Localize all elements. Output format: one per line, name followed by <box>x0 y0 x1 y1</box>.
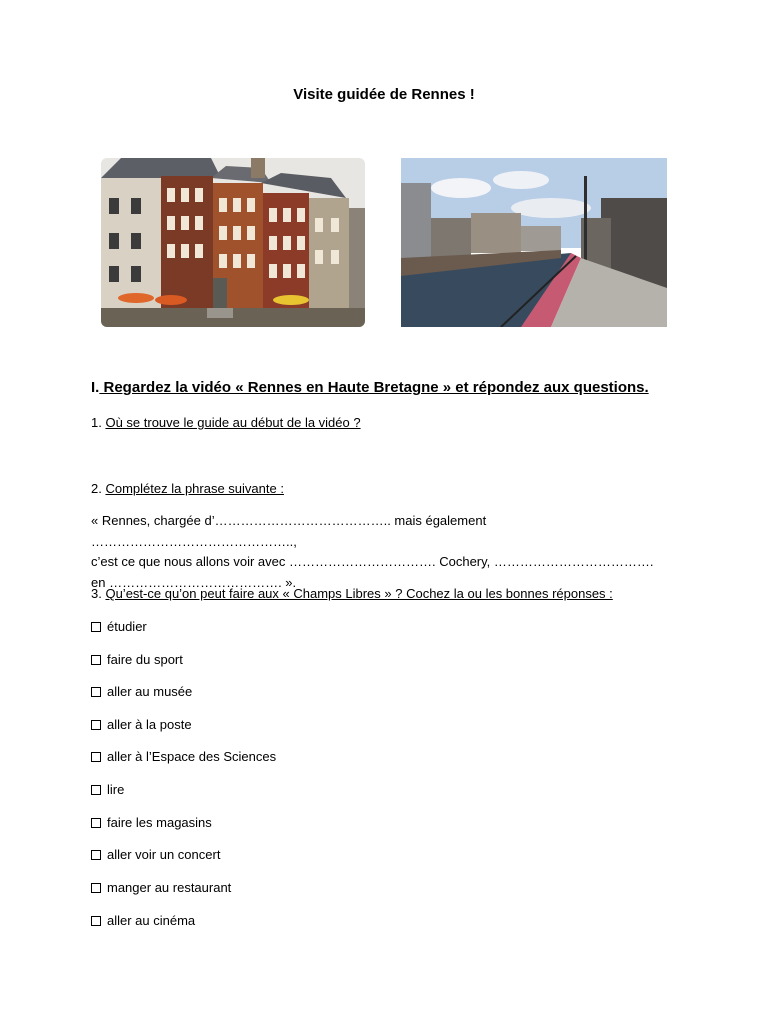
checkbox[interactable] <box>91 785 101 795</box>
option-label: aller au cinéma <box>107 913 196 928</box>
option-item[interactable] <box>91 847 220 862</box>
option-item[interactable] <box>91 880 231 895</box>
option-label: aller à l’Espace des Sciences <box>107 749 277 764</box>
canal-street-photo <box>401 158 667 327</box>
option-label: aller à la poste <box>107 717 192 732</box>
question-text: Qu’est-ce qu’on peut faire aux « Champs Libres » ? Cochez la ou les bonnes réponses : <box>105 586 613 601</box>
checkbox[interactable] <box>91 622 101 632</box>
option-item[interactable] <box>91 815 212 830</box>
timber-framed-houses-photo <box>101 158 365 327</box>
question-3 <box>91 586 613 601</box>
question-text: Où se trouve le guide au début de la vidéo ? <box>105 415 361 430</box>
option-label: lire <box>107 782 125 797</box>
question-1 <box>91 415 361 430</box>
section-heading <box>91 379 649 396</box>
option-item[interactable] <box>91 749 276 764</box>
option-item[interactable] <box>91 684 192 699</box>
option-label: aller au musée <box>107 684 193 699</box>
option-label: manger au restaurant <box>107 880 232 895</box>
checkbox[interactable] <box>91 655 101 665</box>
fill-in-line: en …………………………………. ». <box>91 574 297 590</box>
checkbox[interactable] <box>91 687 101 697</box>
option-item[interactable] <box>91 717 192 732</box>
option-label: étudier <box>107 619 147 634</box>
checkbox[interactable] <box>91 850 101 860</box>
option-item[interactable] <box>91 782 124 797</box>
option-label: aller voir un concert <box>107 847 221 862</box>
question-number: 2. <box>91 481 106 496</box>
checkbox[interactable] <box>91 916 101 926</box>
question-number: 3. <box>91 586 106 601</box>
question-number: 1. <box>91 415 106 430</box>
checkbox[interactable] <box>91 883 101 893</box>
question-2 <box>91 481 284 496</box>
fill-in-line: « Rennes, chargée d’………………………………….. mais également ……………………………………….., <box>91 513 487 549</box>
checkbox[interactable] <box>91 752 101 762</box>
option-label: faire les magasins <box>107 815 212 830</box>
fill-in-line: c’est ce que nous allons voir avec ……………………………. Cochery, ………………………………. <box>91 554 654 569</box>
section-heading-text: Regardez la vidéo « Rennes en Haute Bretagne » et répondez aux questions. <box>99 379 649 396</box>
option-item[interactable] <box>91 913 195 928</box>
question-text: Complétez la phrase suivante : <box>105 481 284 496</box>
checkbox[interactable] <box>91 818 101 828</box>
page-title: Visite guidée de Rennes ! <box>293 86 475 103</box>
checkbox[interactable] <box>91 720 101 730</box>
section-number: I. <box>91 379 100 396</box>
option-item[interactable] <box>91 619 147 634</box>
fill-in-paragraph <box>91 511 691 593</box>
option-label: faire du sport <box>107 652 183 667</box>
option-item[interactable] <box>91 652 183 667</box>
